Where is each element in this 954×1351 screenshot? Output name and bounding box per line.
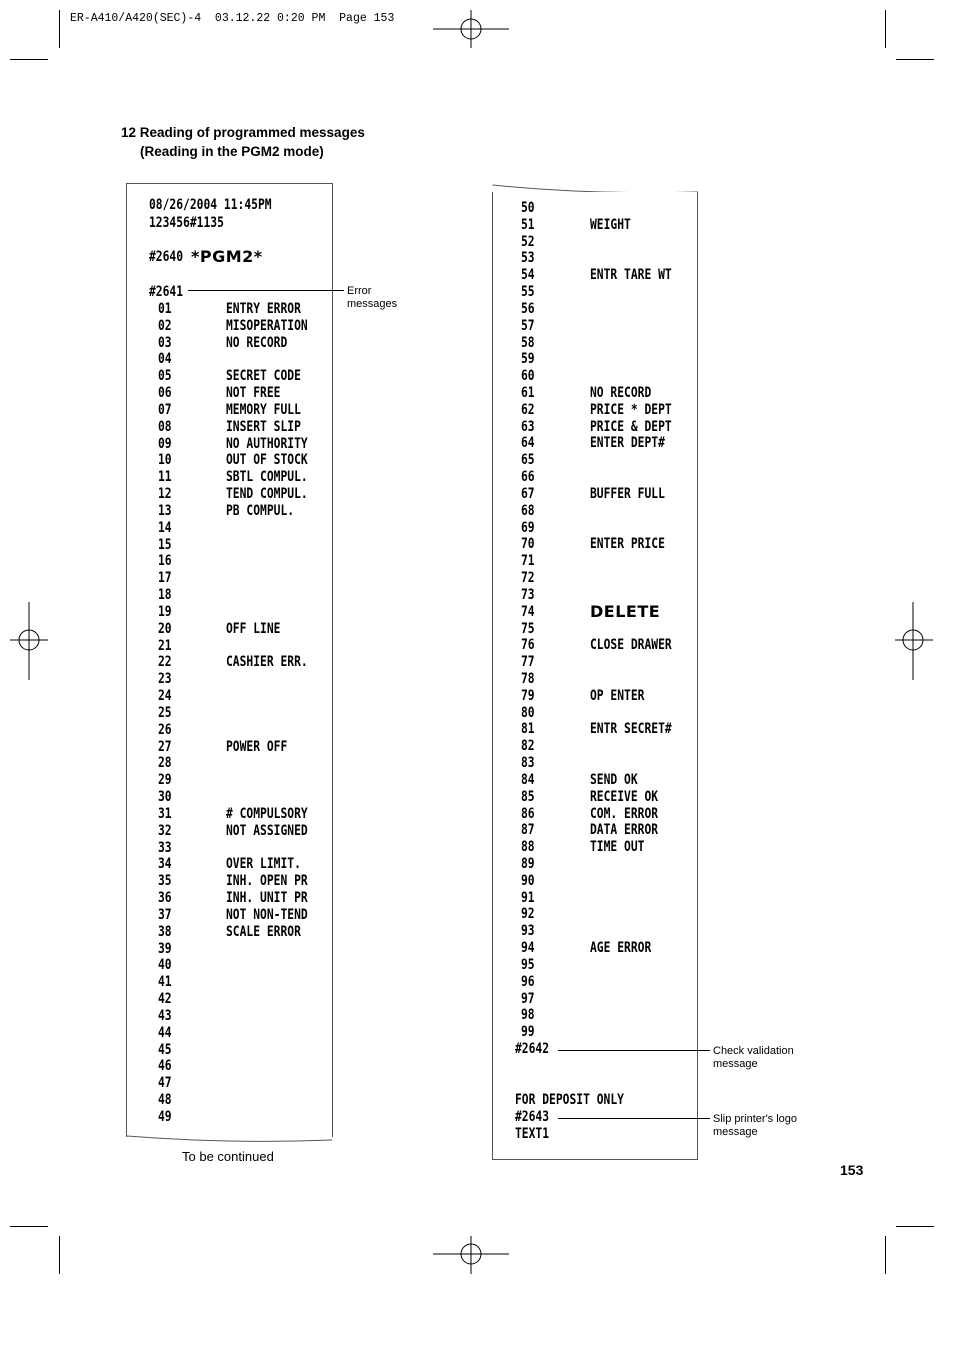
message-number: 15 [158, 536, 172, 553]
receipt-left [126, 183, 333, 1137]
message-text: SCALE ERROR [226, 923, 301, 940]
message-number: 26 [158, 721, 172, 738]
message-text: INH. UNIT PR [226, 890, 308, 907]
message-number: 43 [158, 1007, 172, 1024]
message-number: 06 [158, 385, 172, 402]
message-number: 01 [158, 301, 172, 317]
slip-callout-line [558, 1118, 710, 1119]
message-text: OVER LIMIT. [226, 856, 301, 873]
message-number: 39 [158, 940, 172, 957]
message-text: NO AUTHORITY [226, 435, 308, 452]
message-number: 36 [158, 890, 172, 907]
check-callout-line1: Check validation [713, 1045, 794, 1057]
message-number: 59 [521, 351, 535, 368]
message-number: 21 [158, 637, 172, 654]
message-number: 93 [521, 923, 535, 940]
receipt-mode-label: *PGM2* [191, 247, 263, 266]
message-text: POWER OFF [226, 738, 288, 755]
message-number: 17 [158, 570, 172, 587]
message-number: 32 [158, 822, 172, 839]
message-text: SEND OK [590, 771, 638, 788]
message-number: 97 [521, 990, 535, 1007]
message-text: SECRET CODE [226, 368, 301, 385]
message-number: 60 [521, 368, 535, 385]
receipt-logo-text: TEXT1 [515, 1126, 550, 1142]
message-number: 02 [158, 317, 172, 334]
error-callout-line2: messages [347, 298, 398, 310]
message-number: 08 [158, 418, 172, 435]
message-number: 11 [158, 469, 172, 486]
message-text: ENTRY ERROR [226, 301, 301, 317]
file-header: ER-A410/A420(SEC)-4 03.12.22 0:20 PM Page 153 [70, 12, 395, 25]
message-number: 53 [521, 250, 535, 267]
message-text: ENTR SECRET# [590, 721, 672, 738]
message-number: 57 [521, 317, 535, 334]
message-number: 50 [521, 200, 535, 216]
message-text: INSERT SLIP [226, 418, 301, 435]
message-text: TEND COMPUL. [226, 486, 308, 503]
message-number: 85 [521, 788, 535, 805]
message-number: 31 [158, 805, 172, 822]
message-text: PRICE * DEPT [590, 401, 672, 418]
message-text: AGE ERROR [590, 940, 652, 957]
message-text: ENTR TARE WT [590, 267, 672, 284]
message-number: 54 [521, 267, 535, 284]
error-callout-line1: Error [347, 285, 372, 297]
message-text: DATA ERROR [590, 822, 659, 839]
message-number: 51 [521, 216, 535, 233]
message-text: NOT ASSIGNED [226, 822, 308, 839]
message-number: 72 [521, 570, 535, 587]
message-number: 99 [521, 1024, 535, 1041]
message-number: 78 [521, 670, 535, 687]
message-number: 83 [521, 755, 535, 772]
message-number: 03 [158, 334, 172, 351]
message-number: 90 [521, 872, 535, 889]
message-number: 04 [158, 351, 172, 368]
message-number: 76 [521, 637, 535, 654]
message-number: 34 [158, 856, 172, 873]
message-text: ENTER DEPT# [590, 435, 665, 452]
message-text: CASHIER ERR. [226, 654, 308, 671]
message-text: TIME OUT [590, 839, 645, 856]
message-number: 70 [521, 536, 535, 553]
message-number: 67 [521, 485, 535, 502]
message-text: ENTER PRICE [590, 536, 665, 553]
message-number: 63 [521, 418, 535, 435]
message-number: 18 [158, 587, 172, 604]
message-text: BUFFER FULL [590, 485, 665, 502]
message-number: 47 [158, 1075, 172, 1092]
message-number: 91 [521, 889, 535, 906]
message-number: 40 [158, 957, 172, 974]
message-number: 07 [158, 401, 172, 418]
page-number: 153 [840, 1162, 864, 1178]
message-text: PRICE & DEPT [590, 418, 672, 435]
receipt-left-tear-edge [126, 1130, 333, 1144]
message-number: 74 [521, 603, 535, 620]
message-number: 52 [521, 233, 535, 250]
message-text: NOT NON-TEND [226, 906, 308, 923]
message-number: 12 [158, 486, 172, 503]
message-number: 27 [158, 738, 172, 755]
message-text: CLOSE DRAWER [590, 637, 672, 654]
slip-callout-line2: message [713, 1126, 758, 1138]
message-number: 28 [158, 755, 172, 772]
error-callout [347, 285, 397, 311]
message-number: 16 [158, 553, 172, 570]
message-text: NO RECORD [590, 385, 652, 402]
message-number: 65 [521, 452, 535, 469]
message-number: 55 [521, 284, 535, 301]
error-callout-line [188, 290, 344, 291]
message-number: 13 [158, 502, 172, 519]
message-number: 22 [158, 654, 172, 671]
message-number: 81 [521, 721, 535, 738]
message-number: 33 [158, 839, 172, 856]
message-text: WEIGHT [590, 216, 631, 233]
slip-callout-line1: Slip printer's logo [713, 1113, 798, 1125]
message-number: 92 [521, 906, 535, 923]
receipt-logo-code: #2643 [515, 1109, 550, 1125]
message-number: 84 [521, 771, 535, 788]
receipt-id-line: 123456#1135 [149, 215, 224, 231]
message-number: 05 [158, 368, 172, 385]
message-text: MISOPERATION [226, 317, 308, 334]
check-callout-line2: message [713, 1058, 758, 1070]
message-number: 23 [158, 671, 172, 688]
message-text: OP ENTER [590, 687, 645, 704]
message-number: 58 [521, 334, 535, 351]
message-number: 66 [521, 469, 535, 486]
message-number: 37 [158, 906, 172, 923]
message-number: 45 [158, 1041, 172, 1058]
message-number: 98 [521, 1007, 535, 1024]
message-number: 49 [158, 1108, 172, 1125]
message-number: 41 [158, 974, 172, 991]
message-number: 82 [521, 738, 535, 755]
message-text: NOT FREE [226, 385, 281, 402]
check-callout [713, 1045, 794, 1071]
message-number: 29 [158, 772, 172, 789]
message-number: 86 [521, 805, 535, 822]
receipt-right [492, 192, 698, 1160]
message-number: 14 [158, 519, 172, 536]
message-number: 48 [158, 1092, 172, 1108]
receipt-check-code: #2642 [515, 1041, 550, 1057]
message-number: 71 [521, 553, 535, 570]
message-number: 80 [521, 704, 535, 721]
message-number: 96 [521, 973, 535, 990]
message-number: 64 [521, 435, 535, 452]
receipt-date-time: 08/26/2004 11:45PM [149, 197, 272, 213]
message-text: OUT OF STOCK [226, 452, 308, 469]
message-number: 87 [521, 822, 535, 839]
message-text: INH. OPEN PR [226, 873, 308, 890]
continued-note: To be continued [182, 1149, 274, 1164]
message-text: PB COMPUL. [226, 502, 295, 519]
message-number: 73 [521, 586, 535, 603]
message-number: 38 [158, 923, 172, 940]
message-text: DELETE [590, 601, 661, 621]
slip-callout [713, 1113, 797, 1139]
message-number: 89 [521, 855, 535, 872]
message-number: 42 [158, 991, 172, 1008]
section-title [121, 123, 365, 161]
message-number: 77 [521, 654, 535, 671]
message-number: 61 [521, 385, 535, 402]
receipt-mode-code: #2640 [149, 249, 184, 265]
message-text: OFF LINE [226, 620, 281, 637]
receipt-deposit-text: FOR DEPOSIT ONLY [515, 1092, 624, 1108]
message-number: 24 [158, 688, 172, 705]
message-number: 10 [158, 452, 172, 469]
check-callout-line [558, 1050, 710, 1051]
section-heading: 12 Reading of programmed messages [121, 125, 365, 140]
message-number: 20 [158, 620, 172, 637]
message-number: 44 [158, 1024, 172, 1041]
message-text: COM. ERROR [590, 805, 659, 822]
message-number: 56 [521, 300, 535, 317]
message-number: 62 [521, 401, 535, 418]
message-number: 95 [521, 956, 535, 973]
message-text: MEMORY FULL [226, 401, 301, 418]
message-number: 69 [521, 519, 535, 536]
message-number: 94 [521, 940, 535, 957]
message-number: 35 [158, 873, 172, 890]
message-number: 75 [521, 620, 535, 637]
message-number: 68 [521, 502, 535, 519]
message-text: SBTL COMPUL. [226, 469, 308, 486]
message-text: # COMPULSORY [226, 805, 308, 822]
message-number: 09 [158, 435, 172, 452]
message-text: RECEIVE OK [590, 788, 659, 805]
message-number: 79 [521, 687, 535, 704]
message-number: 88 [521, 839, 535, 856]
message-text: NO RECORD [226, 334, 288, 351]
receipt-group-code: #2641 [149, 284, 184, 300]
message-number: 25 [158, 704, 172, 721]
message-number: 46 [158, 1058, 172, 1075]
message-number: 30 [158, 789, 172, 806]
message-number: 19 [158, 603, 172, 620]
section-subheading: (Reading in the PGM2 mode) [140, 144, 324, 159]
